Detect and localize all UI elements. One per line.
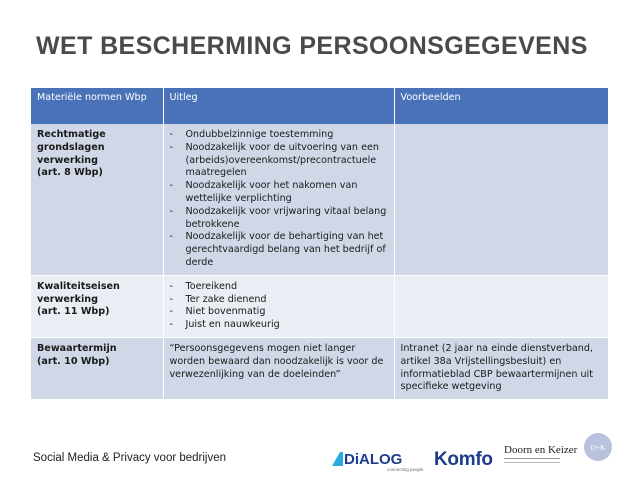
uitleg-cell: “Persoonsgegevens mogen niet langer worden bewaard dan noodzakelijk is voor de verwezenlijking van de doeleinden” [163, 337, 394, 399]
komfo-logo: Komfo [434, 449, 493, 470]
list-item: - Noodzakelijk voor het nakomen van wettelijke verplichting [170, 180, 389, 206]
norm-reference: (art. 10 Wbp) [37, 355, 110, 367]
header-materiele-normen: Materiële normen Wbp [31, 88, 163, 124]
voorbeelden-cell [394, 275, 608, 337]
norm-reference: (art. 8 Wbp) [37, 167, 103, 179]
norm-name: Rechtmatige grondslagen verwerking [37, 129, 106, 166]
slide-title: WET BESCHERMING PERSOONSGEGEVENS [36, 32, 588, 60]
list-item: - Toereikend [170, 281, 389, 294]
norm-cell [31, 337, 163, 399]
list-item: - Noodzakelijk voor de uitvoering van een (arbeids)overeenkomst/precontractuele maatregelen [170, 142, 389, 180]
doorn-en-keizer-logo-text: Doorn en Keizer [504, 444, 578, 456]
norm-reference: (art. 11 Wbp) [37, 306, 110, 318]
list-item: - Noodzakelijk voor de behartiging van het gerechtvaardigd belang van het bedrijf of derde [170, 231, 389, 269]
uitleg-cell [163, 124, 394, 275]
footer-text: Social Media & Privacy voor bedrijven [33, 452, 227, 464]
dialog-logo [330, 447, 428, 473]
voorbeelden-cell: Intranet (2 jaar na einde dienstverband, artikel 38a Vrijstellingsbesluit) en informatieblad CBP bewaartermijnen uit specifieke wetgeving [394, 337, 608, 399]
voorbeelden-cell [394, 124, 608, 275]
norm-cell [31, 124, 163, 275]
dialog-logo-text: DiALOG [344, 451, 403, 468]
dk-circle-text: D+K [590, 443, 606, 452]
doorn-en-keizer-logo [504, 444, 576, 472]
doorn-en-keizer-rule [504, 458, 560, 463]
dialog-mark-icon [332, 452, 343, 466]
dk-circle-logo [583, 432, 613, 462]
list-item: - Noodzakelijk voor vrijwaring vitaal belang betrokkene [170, 206, 389, 232]
norm-cell [31, 275, 163, 337]
uitleg-list [170, 281, 389, 332]
norms-table [31, 88, 608, 400]
norm-name: Kwaliteitseisen verwerking [37, 280, 120, 305]
list-item: - Ondubbelzinnige toestemming [170, 129, 389, 142]
table-row [31, 124, 608, 275]
header-voorbeelden: Voorbeelden [394, 88, 608, 124]
uitleg-cell [163, 275, 394, 337]
list-item: - Ter zake dienend [170, 294, 389, 307]
header-uitleg: Uitleg [163, 88, 394, 124]
table-header-row [31, 88, 608, 124]
norm-name: Bewaartermijn [37, 342, 117, 354]
list-item: - Niet bovenmatig [170, 306, 389, 319]
uitleg-list [170, 129, 389, 270]
table-row [31, 337, 608, 399]
dialog-logo-tagline: connecting people [387, 467, 424, 472]
table-row [31, 275, 608, 337]
list-item: - Juist en nauwkeurig [170, 319, 389, 332]
